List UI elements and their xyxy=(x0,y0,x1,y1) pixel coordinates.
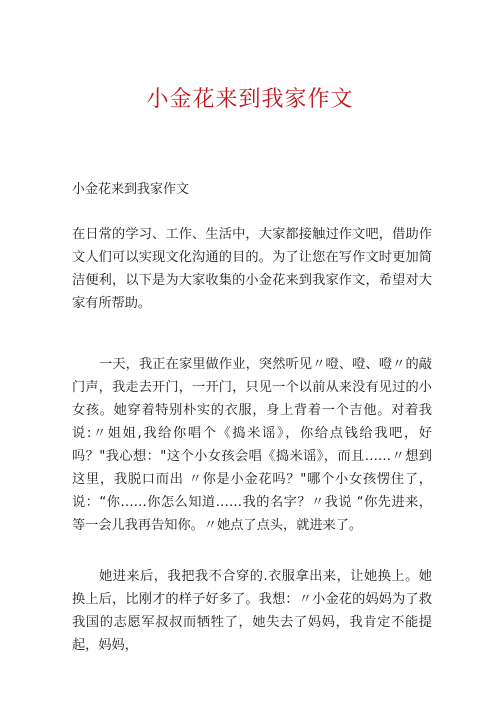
document-title: 小金花来到我家作文 xyxy=(146,87,354,112)
intro-paragraph: 在日常的学习、工作、生活中，大家都接触过作文吧，借助作文人们可以实现文化沟通的目的。为了让您在写作文时更加简洁便利，以下是为大家收集的小金花来到我家作文，希望对大家有所帮助。 xyxy=(72,227,432,311)
document-subtitle: 小金花来到我家作文 xyxy=(72,182,190,197)
body-paragraph-2: 她进来后，我把我不合穿的.衣服拿出来，让她换上。她换上后，比刚才的样子好多了。我想：〃小金花的妈妈为了救我国的志愿军叔叔而牺牲了，她失去了妈妈，我肯定不能提起，妈妈， xyxy=(72,569,432,653)
body-paragraph-1: 一天，我正在家里做作业，突然听见〃噔、噔、噔〃的敲门声，我走去开门，一开门，只见一个以前从来没有见过的小女孩。她穿着特别朴实的衣服，身上背着一个吉他。对着我说:〃姐姐,我给你唱个《捣米谣》，你给点钱给我吧，好吗？"我心想："这个小女孩会唱《捣米谣》，而且……〃想到这里，我脱口而出 〃你是小金花吗？"哪个小女孩愣住了，说：“你……你怎么知道‥‥‥我的名字？〃我说 “你先进来，等一会儿我再告知你。〃她点了点头，就进来了。 xyxy=(72,357,432,533)
